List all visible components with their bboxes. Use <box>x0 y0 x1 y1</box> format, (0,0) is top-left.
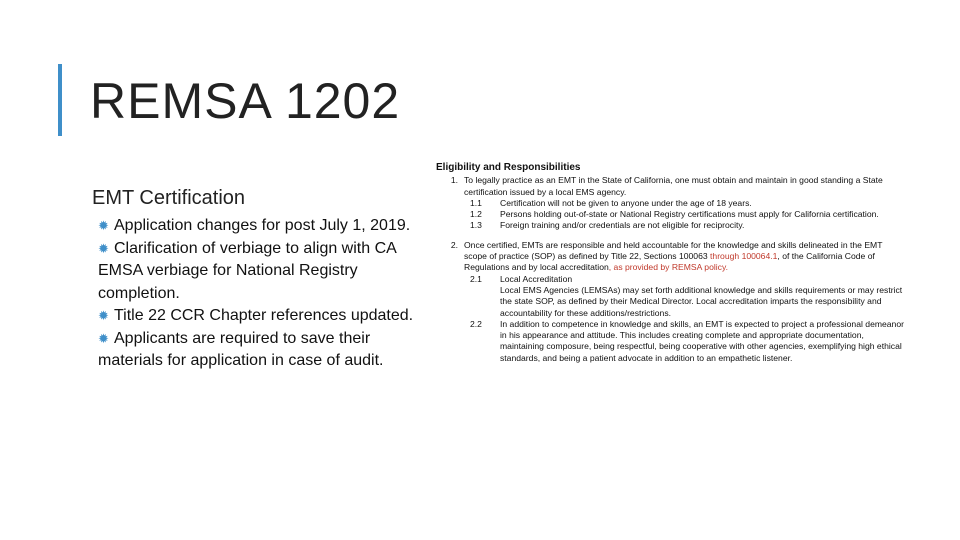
sun-bullet-icon: ✹ <box>98 330 109 346</box>
excerpt-subitem: 2.2 In addition to competence in knowledge and skills, an EMT is expected to project a professional demeanor in his appearance and attitude. This includes creating complete and appropriate documentation, maintaining composure, being respectful, being cooperative with other agencies, exemplifying high ethical standards, and being a patient advocate in addition to an empathetic listener. <box>470 318 904 363</box>
excerpt-item-2: 2. Once certified, EMTs are responsible and held accountable for the knowledge and skills delineated in the EMT scope of practice (SOP) as defined by Title 22, Sections 100063 through 100064.1, of the California Code of Regulations and by local accreditation, as provided by REMSA policy. <box>450 239 883 273</box>
bullet-list <box>98 215 438 373</box>
policy-change-highlight: through 100064.1 <box>710 251 778 262</box>
sun-bullet-icon: ✹ <box>98 240 109 256</box>
policy-change-highlight: , as provided by REMSA policy. <box>608 262 729 273</box>
excerpt-heading: Eligibility and Responsibilities <box>436 162 581 173</box>
bullet-item: ✹ Application changes for post July 1, 2019. <box>98 215 438 238</box>
bullet-item: ✹ Title 22 CCR Chapter references updated. <box>98 305 438 328</box>
sun-bullet-icon: ✹ <box>98 218 109 233</box>
excerpt-subitem: 1.1 Certification will not be given to anyone under the age of 18 years. <box>470 197 752 208</box>
slide-subheading: EMT Certification <box>92 187 246 209</box>
excerpt-subitem: 1.2 Persons holding out-of-state or National Registry certifications must apply for California certification. <box>470 209 879 220</box>
policy-excerpt-image <box>436 162 906 364</box>
excerpt-item-1: 1. To legally practice as an EMT in the State of California, one must obtain and maintain in good standing a State certification issued by a local EMS agency. <box>450 175 883 197</box>
excerpt-subitem: 1.3 Foreign training and/or credentials are not eligible for reciprocity. <box>470 220 745 231</box>
bullet-item: ✹ Applicants are required to save their materials for application in case of audit. <box>98 329 384 369</box>
title-accent-bar <box>58 64 62 136</box>
bullet-item: ✹ Clarification of verbiage to align with CA EMSA verbiage for National Registry completion. <box>98 239 396 302</box>
excerpt-subitem: 2.1 Local Accreditation Local EMS Agencies (LEMSAs) may set forth additional knowledge and skills requirements or may restrict the state SOP, as defined by their Medical Director. Local accreditation imparts the responsibility and accountability for these additions/restrictions. <box>470 273 903 318</box>
sun-bullet-icon: ✹ <box>98 308 109 323</box>
slide-title: REMSA 1202 <box>90 73 401 129</box>
